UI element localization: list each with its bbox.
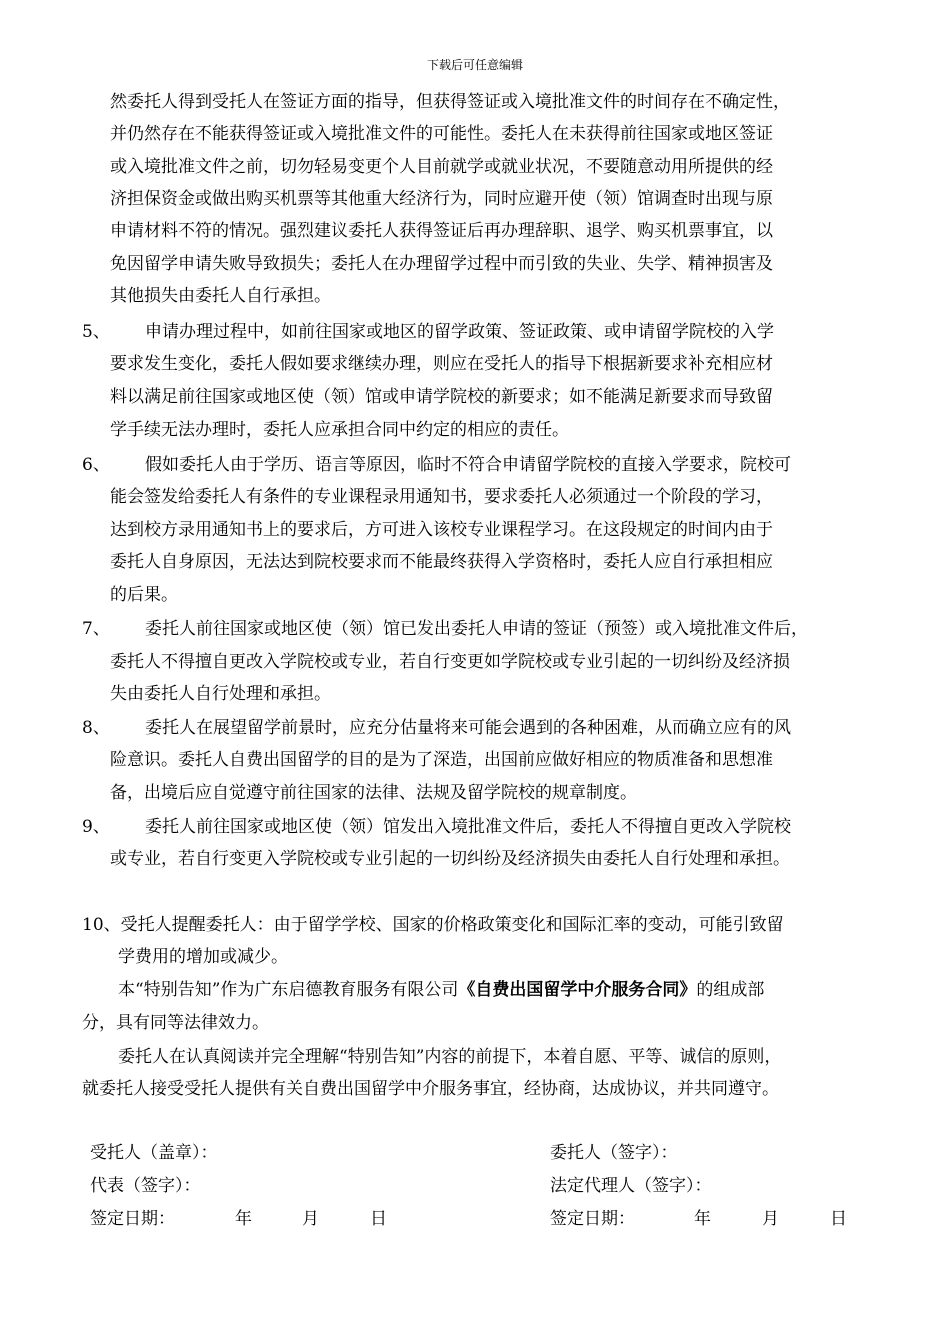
clause-paragraph — [118, 978, 764, 1002]
contract-title: 《自费出国留学中介服务合同》 — [458, 980, 697, 1000]
item-line: 委托人前往国家或地区使（领）馆已发出委托人申请的签证（预签）或入境批准文件后， — [145, 619, 808, 639]
intro-line: 或入境批准文件之前，切勿轻易变更个人目前就学或就业状况，不要随意动用所提供的经 — [110, 157, 773, 177]
item-line: 或专业，若自行变更入学院校或专业引起的一切纠纷及经济损失由委托人自行处理和承担。 — [110, 849, 790, 869]
year-label: 年 — [694, 1209, 711, 1229]
item-line: 险意识。委托人自费出国留学的目的是为了深造，出国前应做好相应的物质准备和思想准 — [110, 750, 773, 770]
client-sign-label: 委托人（签字）： — [550, 1143, 678, 1163]
item-line: 委托人前往国家或地区使（领）馆发出入境批准文件后，委托人不得擅自更改入学院校 — [145, 817, 791, 837]
item-line: 失由委托人自行处理和承担。 — [110, 684, 331, 704]
agreement-paragraph: 委托人在认真阅读并完全理解“特别告知”内容的前提下，本着自愿、平等、诚信的原则， — [118, 1047, 782, 1067]
month-label: 月 — [302, 1209, 319, 1229]
item-number: 8、 — [82, 718, 110, 738]
page-header: 下载后可任意编辑 — [426, 58, 523, 72]
year-label: 年 — [235, 1209, 252, 1229]
clause-text: 的组成部 — [696, 980, 765, 1000]
item-number: 6、 — [82, 455, 110, 475]
day-label: 日 — [370, 1209, 387, 1229]
legal-agent-sign-label: 法定代理人（签字）： — [550, 1176, 712, 1196]
item-line: 的后果。 — [110, 585, 178, 605]
intro-line: 并仍然存在不能获得签证或入境批准文件的可能性。委托人在未获得前往国家或地区签证 — [110, 124, 773, 144]
item-line: 委托人在展望留学前景时，应充分估量将来可能会遇到的各种困难，从而确立应有的风 — [145, 718, 791, 738]
agreement-paragraph: 就委托人接受受托人提供有关自费出国留学中介服务事宜，经协商，达成协议，并共同遵守。 — [82, 1079, 779, 1099]
trustee-seal-label: 受托人（盖章）： — [90, 1143, 218, 1163]
item-line: 委托人自身原因，无法达到院校要求而不能最终获得入学资格时，委托人应自行承担相应 — [110, 552, 773, 572]
item-number: 7、 — [82, 619, 110, 639]
item-10-line: 学费用的增加或减少。 — [118, 947, 288, 967]
item-number: 5、 — [82, 322, 110, 342]
item-line: 要求发生变化，委托人假如要求继续办理，则应在受托人的指导下根据新要求补充相应材 — [110, 354, 773, 374]
item-line: 学手续无法办理时，委托人应承担合同中约定的相应的责任。 — [110, 420, 569, 440]
clause-paragraph: 分，具有同等法律效力。 — [82, 1013, 269, 1033]
item-number: 9、 — [82, 817, 110, 837]
sign-date-label: 签定日期： — [550, 1209, 635, 1229]
month-label: 月 — [762, 1209, 779, 1229]
item-line: 能会签发给委托人有条件的专业课程录用通知书，要求委托人必须通过一个阶段的学习， — [110, 487, 773, 507]
item-line: 委托人不得擅自更改入学院校或专业，若自行变更如学院校或专业引起的一切纠纷及经济损 — [110, 652, 790, 672]
clause-text: 本“特别告知”作为广东启德教育服务有限公司 — [118, 980, 459, 1000]
representative-sign-label: 代表（签字）： — [90, 1176, 201, 1196]
item-line: 达到校方录用通知书上的要求后，方可进入该校专业课程学习。在这段规定的时间内由于 — [110, 520, 773, 540]
intro-line: 然委托人得到受托人在签证方面的指导，但获得签证或入境批准文件的时间存在不确定性， — [110, 92, 790, 112]
item-line: 料以满足前往国家或地区使（领）馆或申请学院校的新要求；如不能满足新要求而导致留 — [110, 387, 773, 407]
intro-line: 免因留学申请失败导致损失；委托人在办理留学过程中而引致的失业、失学、精神损害及 — [110, 254, 773, 274]
intro-line: 申请材料不符的情况。强烈建议委托人获得签证后再办理辞职、退学、购买机票事宜，以 — [110, 221, 773, 241]
item-line: 备，出境后应自觉遵守前往国家的法律、法规及留学院校的规章制度。 — [110, 783, 637, 803]
intro-line: 济担保资金或做出购买机票等其他重大经济行为，同时应避开使（领）馆调查时出现与原 — [110, 189, 773, 209]
sign-date-label: 签定日期： — [90, 1209, 175, 1229]
item-10-line: 10、受托人提醒委托人：由于留学学校、国家的价格政策变化和国际汇率的变动，可能引致留 — [82, 915, 784, 935]
intro-line: 其他损失由委托人自行承担。 — [110, 286, 331, 306]
item-line: 假如委托人由于学历、语言等原因，临时不符合申请留学院校的直接入学要求，院校可 — [145, 455, 791, 475]
item-line: 申请办理过程中，如前往国家或地区的留学政策、签证政策、或申请留学院校的入学 — [145, 322, 774, 342]
day-label: 日 — [830, 1209, 847, 1229]
